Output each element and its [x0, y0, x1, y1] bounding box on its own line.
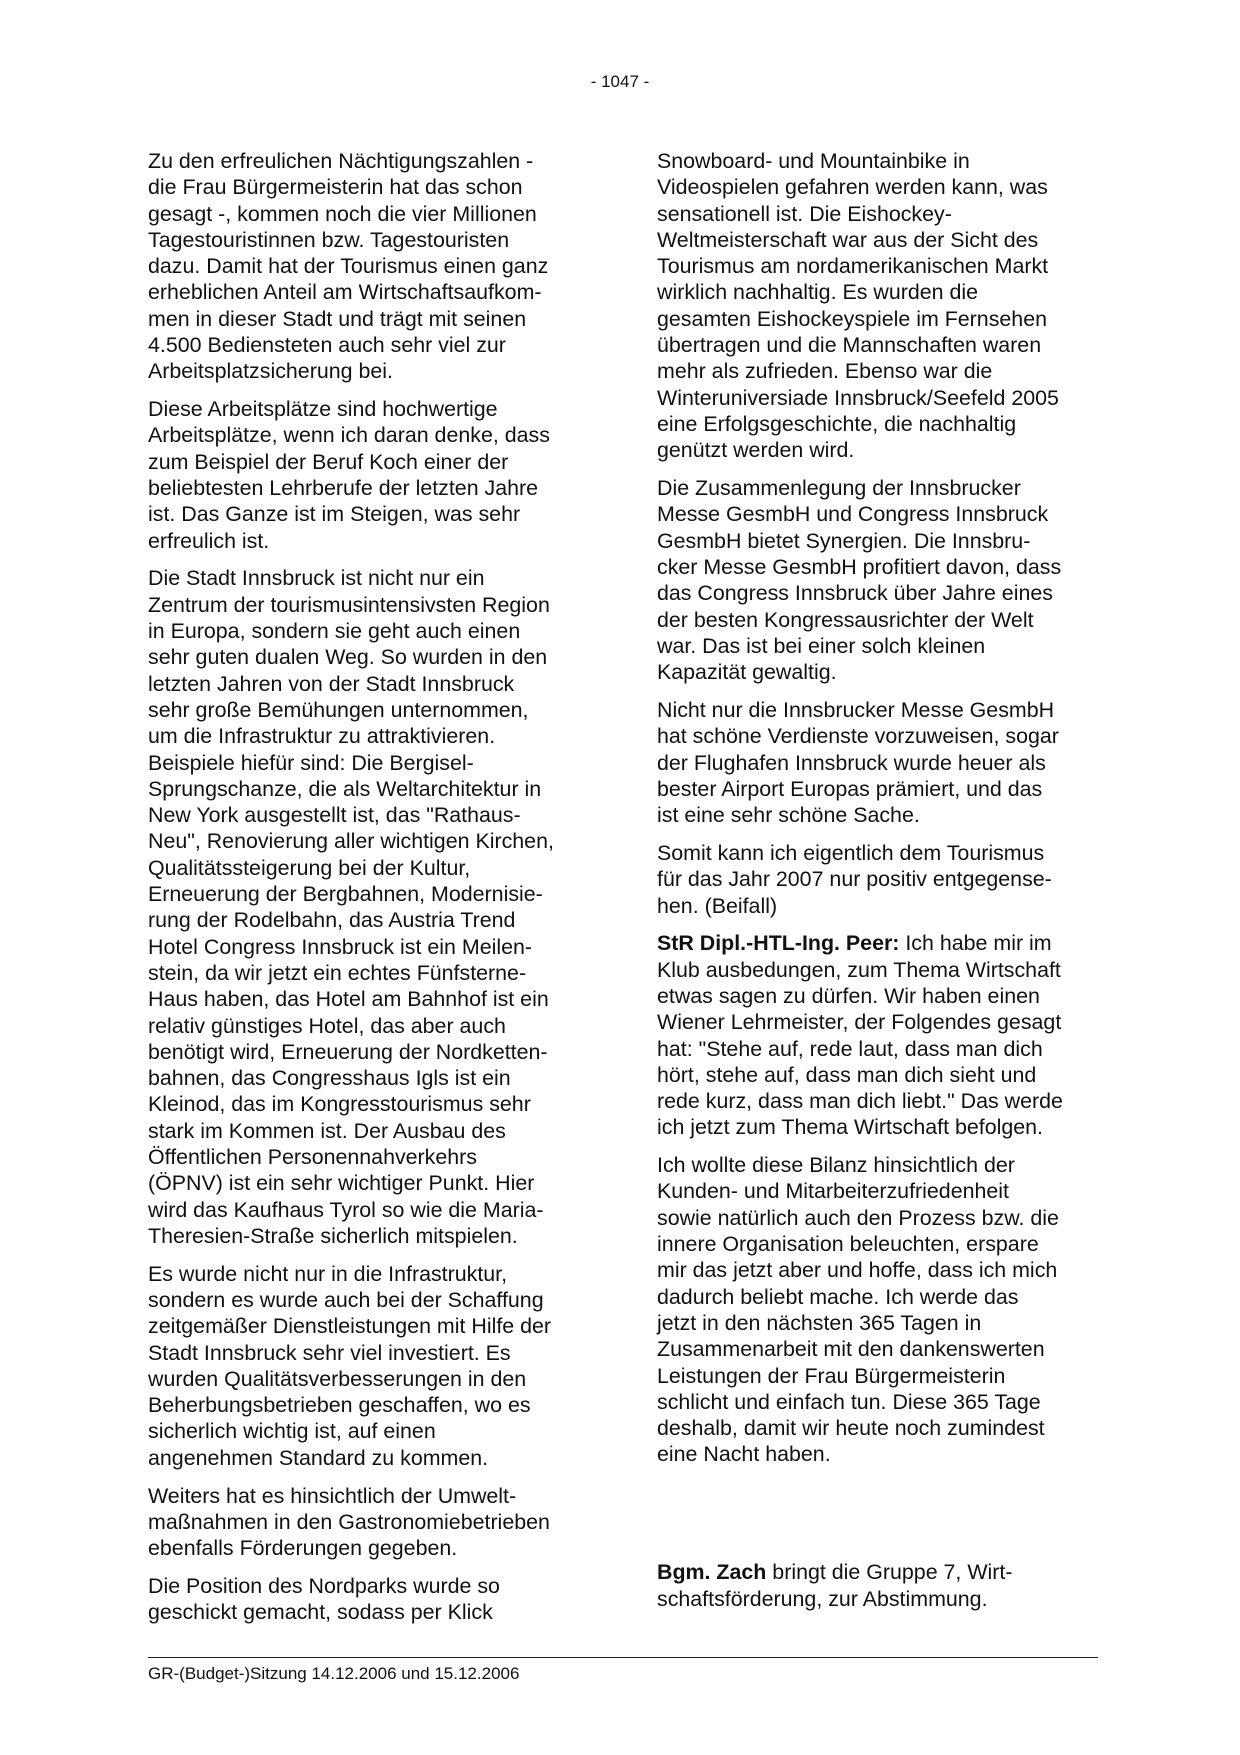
- speaker-name: Bgm. Zach: [657, 1560, 767, 1585]
- page-number: - 1047 -: [590, 72, 650, 91]
- paragraph: Snowboard- und Mountainbike in Videospielen gefahren werden kann, was sensationell ist. Die Eishockey- Weltmeisterschaft war aus der Sicht des Tourismus am nordamerikanischen Markt wirklich nachhaltig. Es wurden die gesamten Eishockeyspiele im Fernsehen übertragen und die Mannschaften waren mehr als zufrieden. Ebenso war die Winteruniversiade Innsbruck/Seefeld 2005 eine Erfolgsgeschichte, die nachhaltig genützt werden wird.: [657, 149, 1059, 463]
- speech-peer: [657, 930, 1097, 1140]
- paragraph: Ich wollte diese Bilanz hinsichtlich der Kunden- und Mitarbeiterzufriedenheit sowie natürlich auch den Prozess bzw. die innere Organisation beleuchten, erspare mir das jetzt aber und hoffe, dass ich mich dadurch beliebt mache. Ich werde das jetzt in den nächsten 365 Tagen in Zusammenarbeit mit den dankenswerten Leistungen der Frau Bürgermeisterin schlicht und einfach tun. Diese 365 Tage deshalb, damit wir heute noch zumindest eine Nacht haben.: [657, 1153, 1059, 1467]
- speech-text: bringt die Gruppe 7, Wirt- schaftsförderung, zur Abstimmung.: [657, 1560, 1013, 1611]
- spacer: [657, 1479, 1097, 1559]
- paragraph: Weiters hat es hinsichtlich der Umwelt- maßnahmen in den Gastronomiebetrieben ebenfalls Förderungen gegeben.: [148, 1483, 550, 1561]
- speaker-name: StR Dipl.-HTL-Ing. Peer:: [657, 931, 900, 956]
- paragraph: Die Zusammenlegung der Innsbrucker Messe GesmbH und Congress Innsbruck GesmbH bietet Synergien. Die Innsbru- cker Messe GesmbH profitiert davon, dass das Congress Innsbruck über Jahre eines der besten Kongressausrichter der Welt war. Das ist bei einer solch kleinen Kapazität gewaltig.: [657, 476, 1062, 685]
- footer: GR-(Budget-)Sitzung 14.12.2006 und 15.12.2006: [148, 1664, 520, 1683]
- right-column: [657, 148, 1097, 1623]
- left-column: [148, 148, 588, 1637]
- paragraph: Die Stadt Innsbruck ist nicht nur ein Zentrum der tourismusintensivsten Region in Europa, sondern sie geht auch einen sehr guten dualen Weg. So wurden in den letzten Jahren von der Stadt Innsbruck sehr große Bemühungen unternommen, um die Infrastruktur zu attraktivieren. Beispiele hiefür sind: Die Bergisel- Sprungschanze, die als Weltarchitektur in New York ausgestellt ist, das "Rathaus- Neu", Renovierung aller wichtigen Kirchen, Qualitätssteigerung bei der Kultur, Erneuerung der Bergbahnen, Modernisie- rung der Rodelbahn, das Austria Trend Hotel Congress Innsbruck ist ein Meilen- stein, da wir jetzt ein echtes Fünfsterne- Haus haben, das Hotel am Bahnhof ist ein relativ günstiges Hotel, das aber auch benötigt wird, Erneuerung der Nordketten- bahnen, das Congresshaus Igls ist ein Kleinod, das im Kongresstourismus sehr stark im Kommen ist. Der Ausbau des Öffentlichen Personennahverkehrs (ÖPNV) ist ein sehr wichtiger Punkt. Hier wird das Kaufhaus Tyrol so wie die Maria- Theresien-Straße sicherlich mitspielen.: [148, 566, 554, 1248]
- paragraph: Zu den erfreulichen Nächtigungszahlen - die Frau Bürgermeisterin hat das schon gesagt -, kommen noch die vier Millionen Tagestouristinnen bzw. Tagestouristen dazu. Damit hat der Tourismus einen ganz erheblichen Anteil am Wirtschaftsaufkom- men in dieser Stadt und trägt mit seinen 4.500 Bediensteten auch sehr viel zur Arbeitsplatzsicherung bei.: [148, 149, 549, 384]
- paragraph: Nicht nur die Innsbrucker Messe GesmbH hat schöne Verdienste vorzuweisen, sogar der Flughafen Innsbruck wurde heuer als bester Airport Europas prämiert, und das ist eine sehr schöne Sache.: [657, 697, 1059, 828]
- paragraph: Somit kann ich eigentlich dem Tourismus für das Jahr 2007 nur positiv entgegense- hen. (Beifall): [657, 840, 1052, 918]
- paragraph: Es wurde nicht nur in die Infrastruktur, sondern es wurde auch bei der Schaffung zeitgemäßer Dienstleistungen mit Hilfe der Stadt Innsbruck sehr viel investiert. Es wurden Qualitätsverbesserungen in den Beherbungsbetrieben geschaffen, wo es sicherlich wichtig ist, auf einen angenehmen Standard zu kommen.: [148, 1261, 552, 1470]
- footer-divider: [148, 1657, 1098, 1658]
- speech-text: Ich habe mir im Klub ausbedungen, zum Thema Wirtschaft etwas sagen zu dürfen. Wir haben einen Wiener Lehrmeister, der Folgendes gesagt hat: "Stehe auf, rede laut, dass man dich hört, stehe auf, dass man dich sieht und rede kurz, dass man dich liebt." Das werde ich jetzt zum Thema Wirtschaft befolgen.: [657, 931, 1063, 1140]
- speech-zach: [657, 1559, 1097, 1612]
- paragraph: Die Position des Nordparks wurde so geschickt gemacht, sodass per Klick: [148, 1573, 500, 1625]
- paragraph: Diese Arbeitsplätze sind hochwertige Arbeitsplätze, wenn ich daran denke, dass zum Beispiel der Beruf Koch einer der beliebtesten Lehrberufe der letzten Jahre ist. Das Ganze ist im Steigen, was sehr erfreulich ist.: [148, 397, 550, 553]
